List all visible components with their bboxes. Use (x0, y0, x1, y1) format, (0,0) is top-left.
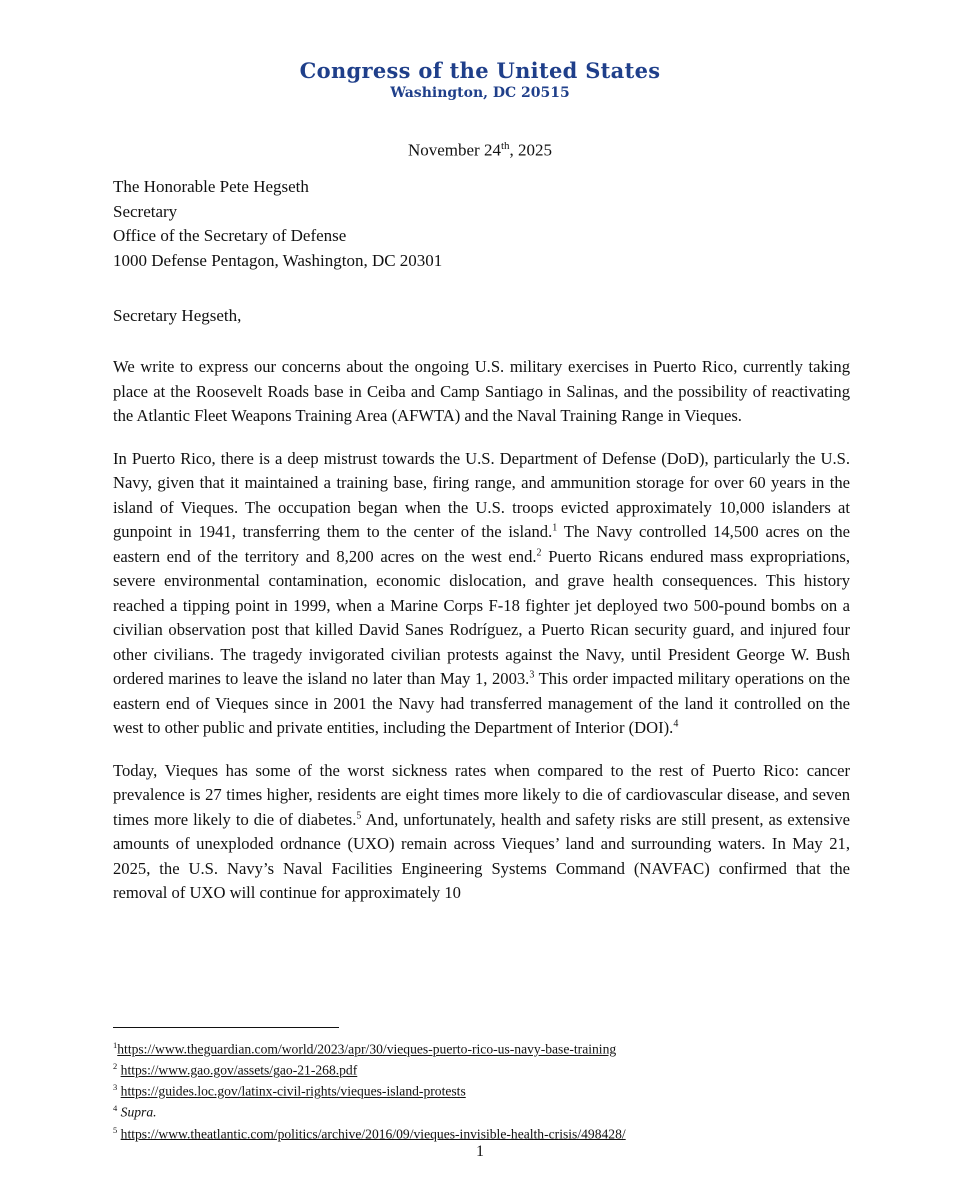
page-number: 1 (476, 1143, 484, 1160)
footnote-number: 3 (113, 1082, 118, 1093)
paragraph-1: We write to express our concerns about the ongoing U.S. military exercises in Puerto Rico, currently taking place at the Roosevelt Roads base in Ceiba and Camp Santiago in Salinas, and the possibility of reactivating the Atlantic Fleet Weapons Training Area (AFWTA) and the Naval Training Range in Vieques. (113, 357, 850, 425)
paragraph-3-text: And, unfortunately, health and safety risks are still present, as extensive amounts of unexploded ordnance (UXO) remain across Vieques’ land and surrounding waters. In May 21, 2025, the U.S. Navy’s Naval Facilities Engineering Systems Command (NAVFAC) confirmed that the removal of UXO will continue for approximately 10 (113, 809, 850, 902)
footnote-text: Supra. (120, 1104, 157, 1120)
footnote-ref-2: 2 (536, 546, 542, 558)
letterhead-title: Congress of the United States (299, 58, 661, 83)
footnote-number: 1 (113, 1040, 118, 1050)
date-year: , 2025 (509, 140, 553, 160)
footnote-5 (113, 1122, 626, 1143)
footnote-ref-5: 5 (356, 809, 362, 821)
footnote-link[interactable]: https://guides.loc.gov/latinx-civil-rights/vieques-island-protests (120, 1083, 466, 1099)
recipient-name: The Honorable Pete Hegseth (113, 177, 309, 196)
footnote-link[interactable]: https://www.theguardian.com/world/2023/apr/30/vieques-puerto-rico-us-navy-base-training (117, 1041, 617, 1057)
date-suffix: th (500, 140, 510, 152)
letterhead-address: Washington, DC 20515 (390, 85, 570, 101)
paragraph-2-text: In Puerto Rico, there is a deep mistrust towards the U.S. Department of Defense (DoD), particularly the U.S. Navy, given that it maintained a training base, firing range, and ammunition storage for over 60 years in the island of Vieques. The occupation began when the U.S. troops evicted approximately 10,000 islanders at gunpoint in 1941, transferring them to the center of the island. (113, 448, 850, 541)
recipient-block (113, 175, 442, 273)
footnote-number: 2 (113, 1061, 118, 1072)
footnote-number: 5 (113, 1124, 118, 1135)
letter-body (113, 355, 850, 924)
footnote-ref-4: 4 (673, 718, 679, 730)
paragraph-3-text: Today, Vieques has some of the worst sickness rates when compared to the rest of Puerto Rico: cancer prevalence is 27 times higher, residents are eight times more likely to die of cardiovascular disease, and seven times more likely to die of diabetes. (113, 760, 850, 829)
footnote-number: 4 (113, 1103, 118, 1114)
recipient-title: Secretary (113, 201, 178, 221)
date-main: November 24 (407, 140, 501, 160)
footnote-ref-1: 1 (552, 522, 558, 534)
footnote-link[interactable]: https://www.theatlantic.com/politics/archive/2016/09/vieques-invisible-health-crisis/498428/ (120, 1126, 626, 1142)
salutation: Secretary Hegseth, (113, 306, 242, 325)
footnote-ref-3: 3 (529, 669, 535, 681)
paragraph-3 (113, 759, 850, 906)
recipient-address: 1000 Defense Pentagon, Washington, DC 20301 (113, 250, 443, 270)
paragraph-2-text: The Navy controlled 14,500 acres on the eastern end of the territory and 8,200 acres on the west end. (113, 522, 850, 566)
footnote-2 (113, 1058, 626, 1079)
recipient-office: Office of the Secretary of Defense (113, 226, 347, 245)
letter-date (0, 140, 960, 161)
footnote-link[interactable]: https://www.gao.gov/assets/gao-21-268.pdf (120, 1062, 358, 1078)
paragraph-2 (113, 447, 850, 741)
footnote-4 (113, 1100, 626, 1121)
footnote-1 (113, 1037, 626, 1058)
footnote-3 (113, 1079, 626, 1100)
footnotes (113, 1037, 626, 1143)
paragraph-2-text: Puerto Ricans endured mass expropriations, severe environmental contamination, economic dislocation, and grave health consequences. This history reached a tipping point in 1999, when a Marine Corps F-18 fighter jet deployed two 500-pound bombs on a civilian observation post that killed David Sanes Rodríguez, a Puerto Rican security guard, and injured four other civilians. The tragedy invigorated civilian protests against the Navy, until President George W. Bush ordered marines to leave the island no later than May 1, 2003. (113, 546, 850, 688)
letterhead (0, 58, 960, 101)
paragraph-2-text: This order impacted military operations on the eastern end of Vieques since in 2001 the Navy had transferred management of the land it controlled on the west to other public and private entities, including the Department of Interior (DOI). (113, 669, 850, 737)
footnote-divider (113, 1027, 339, 1028)
